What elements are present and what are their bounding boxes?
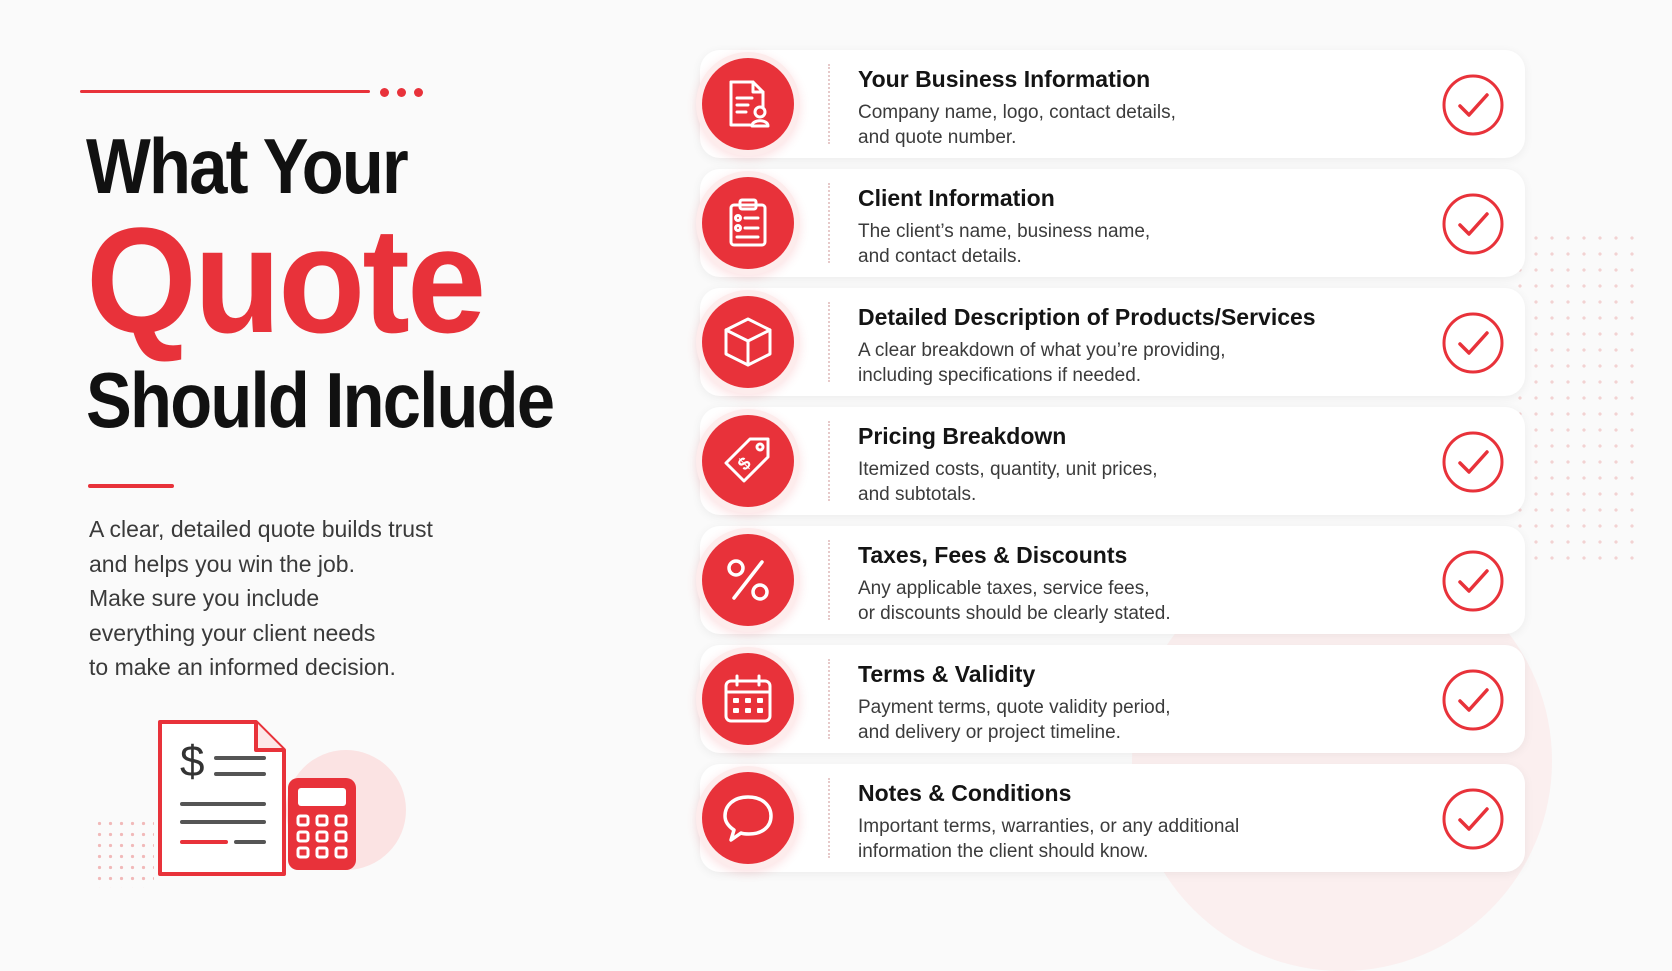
description-line: A clear breakdown of what you’re providing,	[858, 340, 1226, 361]
checkmark-icon	[1441, 549, 1505, 613]
invoice-document-icon	[156, 718, 288, 880]
description-line: and contact details.	[858, 246, 1022, 267]
divider	[828, 183, 830, 263]
icon-badge	[702, 58, 794, 150]
item-title: Client Information	[858, 185, 1055, 211]
icon-badge	[702, 772, 794, 864]
icon-badge	[702, 415, 794, 507]
item-title: Your Business Information	[858, 66, 1151, 92]
checkmark-icon	[1441, 430, 1505, 494]
item-title: Terms & Validity	[858, 661, 1036, 687]
title-line-2: Quote	[86, 196, 484, 364]
top-decoration	[80, 88, 440, 100]
percent-icon	[720, 552, 776, 608]
decoration-dot	[380, 88, 389, 97]
divider	[828, 302, 830, 382]
svg-text:$: $	[733, 453, 755, 475]
description-line: Payment terms, quote validity period,	[858, 697, 1171, 718]
icon-badge	[702, 296, 794, 388]
quote-illustration	[90, 710, 410, 890]
intro-paragraph	[89, 512, 509, 685]
item-description	[858, 695, 1171, 745]
item-title: Detailed Description of Products/Services	[858, 304, 1316, 330]
description-line: information the client should know.	[858, 841, 1149, 862]
intro-line: and helps you win the job.	[89, 550, 355, 577]
item-title: Notes & Conditions	[858, 780, 1072, 806]
icon-badge	[702, 653, 794, 745]
description-line: The client’s name, business name,	[858, 221, 1151, 242]
checklist-item-pricing-breakdown	[700, 407, 1525, 515]
intro-line: Make sure you include	[89, 585, 320, 611]
price-tag-icon	[720, 433, 776, 489]
calculator-icon	[286, 776, 358, 872]
title-line-1: What Your	[86, 122, 407, 210]
item-description	[858, 457, 1158, 507]
checkmark-icon	[1441, 668, 1505, 732]
description-line: Important terms, warranties, or any additional	[858, 816, 1240, 837]
description-line: and delivery or project timeline.	[858, 722, 1121, 743]
decoration-dot	[397, 88, 406, 97]
box-icon	[720, 314, 776, 370]
checklist	[700, 50, 1525, 883]
speech-bubble-icon	[719, 789, 777, 847]
item-description	[858, 576, 1171, 626]
item-description	[858, 219, 1150, 269]
item-description	[858, 338, 1226, 388]
divider	[828, 659, 830, 739]
checklist-item-notes-conditions	[700, 764, 1525, 872]
intro-line: A clear, detailed quote builds trust	[89, 516, 433, 542]
description-line: and quote number.	[858, 127, 1017, 148]
description-line: Itemized costs, quantity, unit prices,	[858, 459, 1158, 480]
item-title: Pricing Breakdown	[858, 423, 1067, 449]
dollar-sign: $	[180, 737, 205, 786]
checklist-item-client-information	[700, 169, 1525, 277]
illustration-dots	[94, 818, 154, 888]
clipboard-icon	[722, 197, 774, 249]
checkmark-icon	[1441, 311, 1505, 375]
checklist-item-terms-validity	[700, 645, 1525, 753]
checkmark-icon	[1441, 73, 1505, 137]
description-line: or discounts should be clearly stated.	[858, 603, 1171, 624]
icon-badge	[702, 534, 794, 626]
icon-badge	[702, 177, 794, 269]
divider	[828, 421, 830, 501]
intro-line: everything your client needs	[89, 619, 376, 646]
divider	[828, 778, 830, 858]
intro-line: to make an informed decision.	[89, 654, 396, 680]
checklist-item-business-information	[700, 50, 1525, 158]
description-line: and subtotals.	[858, 484, 977, 505]
calendar-icon	[720, 671, 776, 727]
decoration-dot	[414, 88, 423, 97]
description-line: Any applicable taxes, service fees,	[858, 578, 1150, 599]
checklist-item-products-services	[700, 288, 1525, 396]
title-line-3: Should Include	[86, 356, 554, 444]
title-underline	[88, 484, 174, 488]
divider	[828, 64, 830, 144]
checkmark-icon	[1441, 192, 1505, 256]
divider	[828, 540, 830, 620]
item-description	[858, 814, 1239, 864]
checkmark-icon	[1441, 787, 1505, 851]
description-line: including specifications if needed.	[858, 365, 1142, 386]
business-info-document-icon	[722, 78, 774, 130]
background-dot-grid	[1512, 230, 1642, 560]
item-title: Taxes, Fees & Discounts	[858, 542, 1128, 568]
checklist-item-taxes-fees-discounts	[700, 526, 1525, 634]
page-title	[86, 122, 617, 444]
decoration-line	[80, 90, 370, 93]
item-description	[858, 100, 1176, 150]
description-line: Company name, logo, contact details,	[858, 102, 1176, 123]
